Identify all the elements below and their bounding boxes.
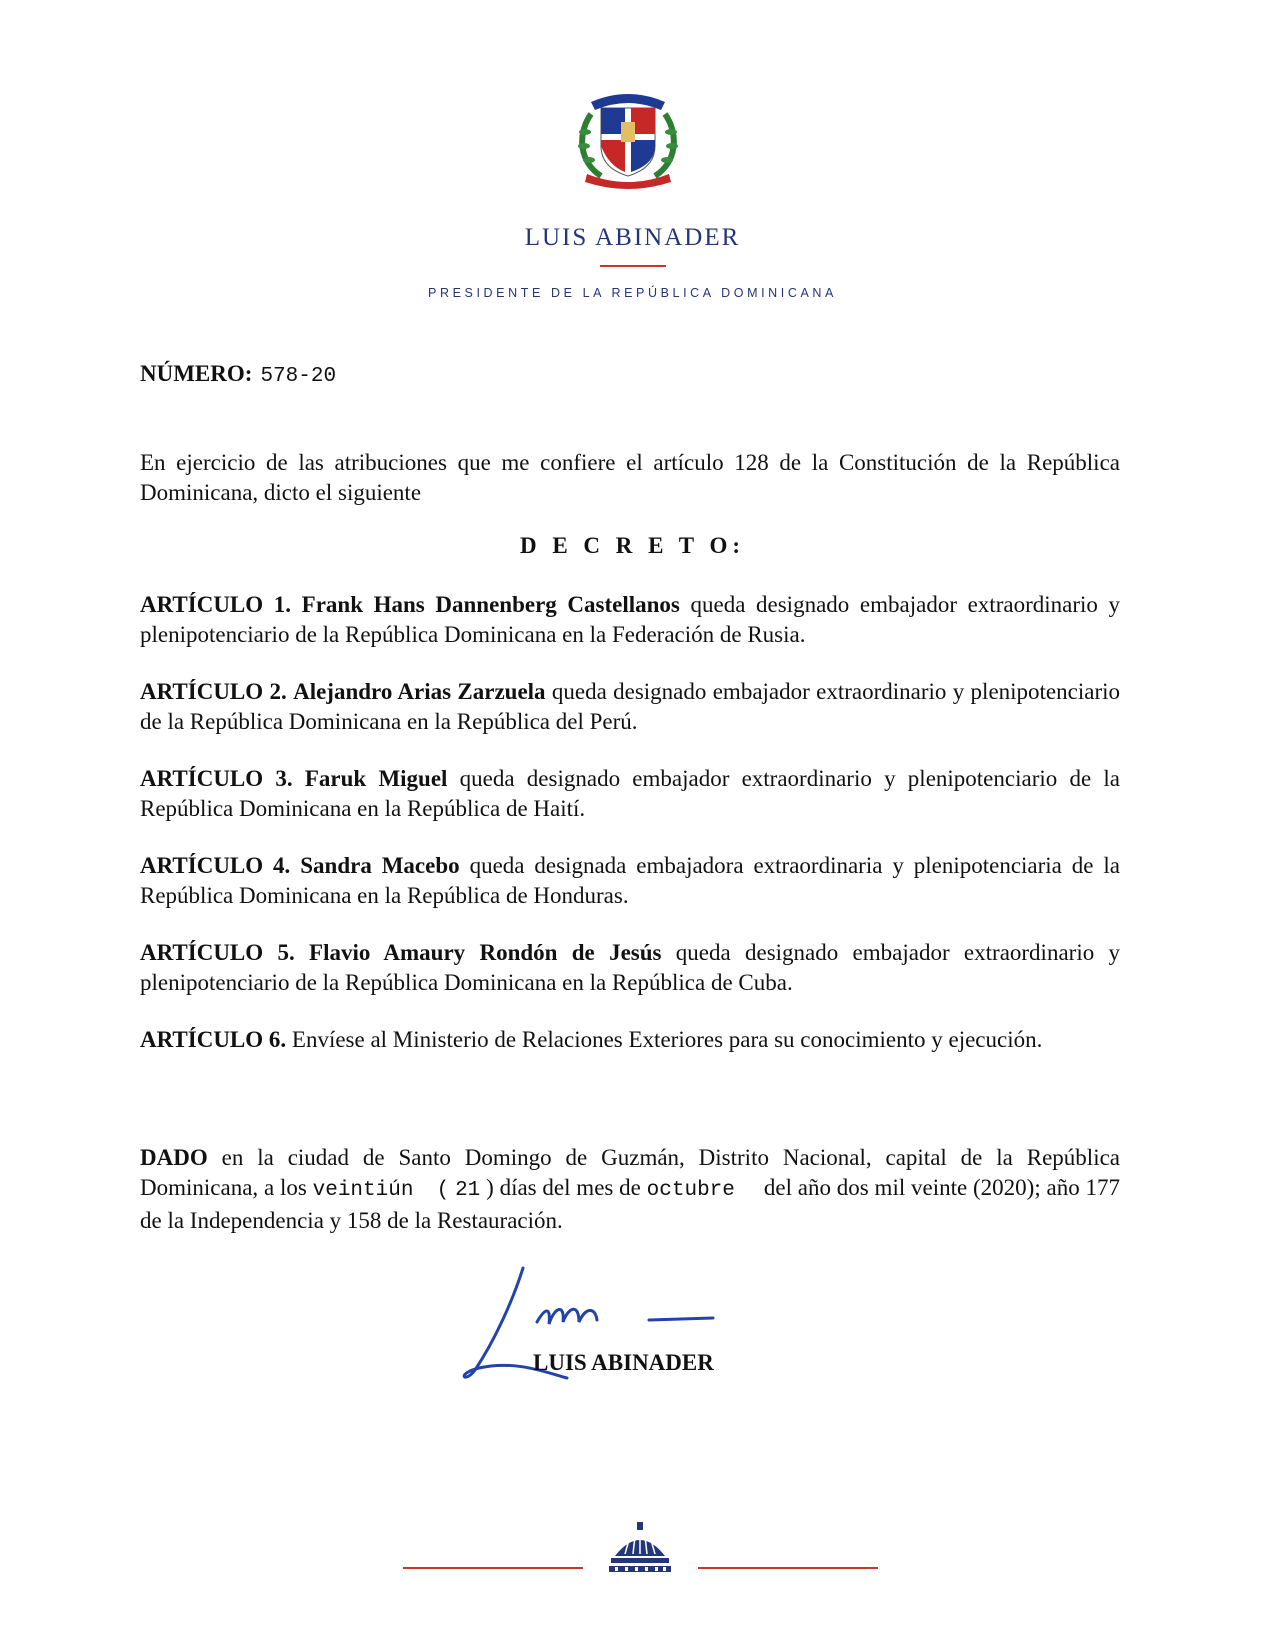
decree-number xyxy=(140,361,336,388)
article-1 xyxy=(140,590,1120,650)
article-3 xyxy=(140,764,1120,824)
decree-number-value: 578-20 xyxy=(260,365,337,388)
article-2 xyxy=(140,677,1120,737)
appointee-name: Frank Hans Dannenberg Castellanos xyxy=(301,592,680,617)
president-title: PRESIDENTE DE LA REPÚBLICA DOMINICANA xyxy=(428,286,837,300)
dado-text-3: del año dos mil veinte (2020); año 177 de la Independencia y 158 de la Restauración. xyxy=(140,1175,1121,1233)
day-number: 21 xyxy=(455,1179,481,1202)
month: octubre xyxy=(646,1179,735,1202)
decree-number-label: NÚMERO: xyxy=(140,361,253,386)
dado-paragraph xyxy=(140,1143,1120,1236)
president-name-heading: LUIS ABINADER xyxy=(524,224,741,251)
appointee-name: Alejandro Arias Zarzuela xyxy=(293,679,546,704)
article-text: queda designado embajador extraordinario y plenipotenciario de la República Dominicana en la República de Cuba. xyxy=(140,940,1121,995)
dado-text-1: en la ciudad de Santo Domingo de Guzmán, Distrito Nacional, capital de la República Dominicana, a los xyxy=(140,1145,1120,1200)
article-label: ARTÍCULO 2. xyxy=(140,679,287,704)
dome-icon xyxy=(605,1520,675,1575)
dado-label: DADO xyxy=(140,1145,208,1170)
article-4 xyxy=(140,851,1120,911)
article-text: queda designado embajador extraordinario y plenipotenciario de la República Dominicana en la Federación de Rusia. xyxy=(140,592,1120,647)
article-text: queda designado embajador extraordinario y plenipotenciario de la República Dominicana en la República del Perú. xyxy=(140,679,1121,734)
appointee-name: Sandra Macebo xyxy=(300,853,460,878)
day-paren-close: ) xyxy=(486,1175,494,1200)
article-text: queda designado embajador extraordinario y plenipotenciario de la República Dominicana en la República de Haití. xyxy=(140,766,1121,821)
article-label: ARTÍCULO 6. xyxy=(140,1027,287,1052)
article-5 xyxy=(140,938,1120,998)
appointee-name: Flavio Amaury Rondón de Jesús xyxy=(309,940,662,965)
footer-divider-right xyxy=(698,1567,878,1569)
article-label: ARTÍCULO 1. xyxy=(140,592,292,617)
header-divider xyxy=(600,265,666,267)
dado-text-2: días del mes de xyxy=(493,1175,647,1200)
article-label: ARTÍCULO 4. xyxy=(140,853,291,878)
article-text: queda designada embajadora extraordinaria y plenipotenciaria de la República Dominicana en la República de Honduras. xyxy=(140,853,1121,908)
footer-divider-left xyxy=(403,1567,583,1569)
day-words: veintiún xyxy=(312,1179,414,1202)
day-paren-open: ( xyxy=(436,1179,450,1202)
appointee-name: Faruk Miguel xyxy=(304,766,448,791)
signatory-name: LUIS ABINADER xyxy=(533,1350,714,1375)
coat-of-arms-icon xyxy=(573,84,683,190)
article-label: ARTÍCULO 5. xyxy=(140,940,295,965)
article-text: Envíese al Ministerio de Relaciones Exteriores para su conocimiento y ejecución. xyxy=(286,1027,1043,1052)
article-label: ARTÍCULO 3. xyxy=(140,766,293,791)
preamble-paragraph: En ejercicio de las atribuciones que me confiere el artículo 128 de la Constitución de la República Dominicana, dicto el siguiente xyxy=(140,450,1120,505)
article-6 xyxy=(140,1025,1120,1055)
decree-heading: D E C R E T O: xyxy=(519,533,746,558)
